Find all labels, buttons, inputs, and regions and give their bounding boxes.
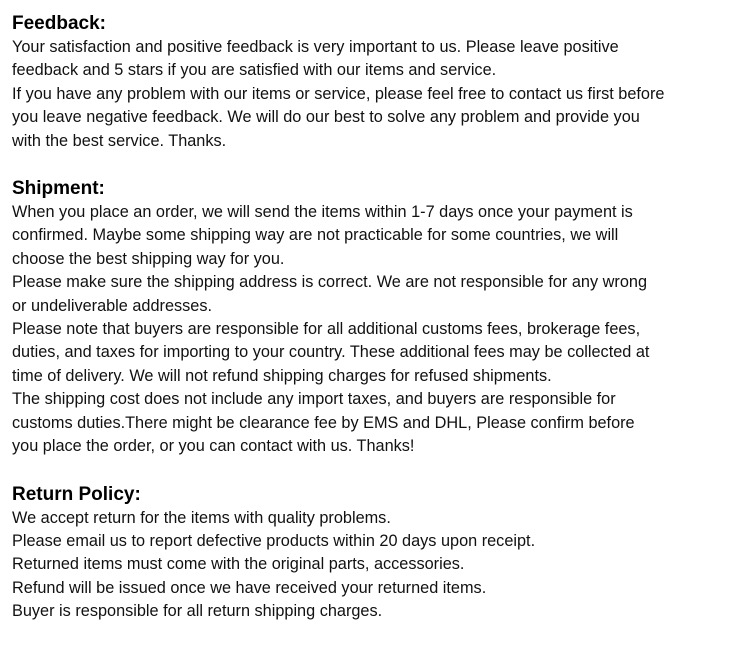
- feedback-text-line: Your satisfaction and positive feedback is very important to us. Please leave positive: [12, 38, 619, 56]
- feedback-text-line: with the best service. Thanks.: [12, 131, 227, 150]
- policy-document: [12, 12, 748, 624]
- shipment-text-line: Please note that buyers are responsible for all additional customs fees, brokerage fees,: [12, 320, 641, 339]
- return-policy-text-line: We accept return for the items with quality problems.: [12, 508, 391, 527]
- return-policy-section: [12, 483, 748, 624]
- shipment-text-line: or undeliverable addresses.: [12, 296, 213, 315]
- shipment-text-line: duties, and taxes for importing to your country. These additional fees may be collected at: [12, 343, 650, 362]
- return-policy-text-line: Refund will be issued once we have received your returned items.: [12, 578, 487, 597]
- feedback-text-line: feedback and 5 stars if you are satisfied with our items and service.: [12, 61, 497, 80]
- shipment-text-line: customs duties.There might be clearance fee by EMS and DHL, Please confirm before: [12, 413, 635, 432]
- return-policy-heading: Return Policy:: [12, 483, 141, 505]
- shipment-section: [12, 177, 748, 458]
- return-policy-text-line: Buyer is responsible for all return shipping charges.: [12, 602, 383, 621]
- shipment-text-line: choose the best shipping way for you.: [12, 249, 285, 268]
- shipment-text-line: confirmed. Maybe some shipping way are not practicable for some countries, we will: [12, 226, 619, 245]
- return-policy-text-line: Please email us to report defective products within 20 days upon receipt.: [12, 531, 536, 550]
- feedback-text-line: you leave negative feedback. We will do our best to solve any problem and provide you: [12, 108, 640, 127]
- shipment-heading: Shipment:: [12, 178, 105, 200]
- shipment-text-line: Please make sure the shipping address is correct. We are not responsible for any wrong: [12, 273, 647, 292]
- shipment-text-line: When you place an order, we will send the items within 1-7 days once your payment is: [12, 203, 633, 222]
- feedback-section: [12, 12, 748, 153]
- feedback-text-line: If you have any problem with our items or service, please feel free to contact us first before: [12, 84, 665, 103]
- return-policy-text-line: Returned items must come with the original parts, accessories.: [12, 555, 465, 574]
- shipment-text-line: The shipping cost does not include any import taxes, and buyers are responsible for: [12, 390, 616, 409]
- feedback-heading: Feedback:: [12, 13, 106, 34]
- shipment-text-line: you place the order, or you can contact with us. Thanks!: [12, 437, 415, 456]
- shipment-text-line: time of delivery. We will not refund shipping charges for refused shipments.: [12, 366, 552, 385]
